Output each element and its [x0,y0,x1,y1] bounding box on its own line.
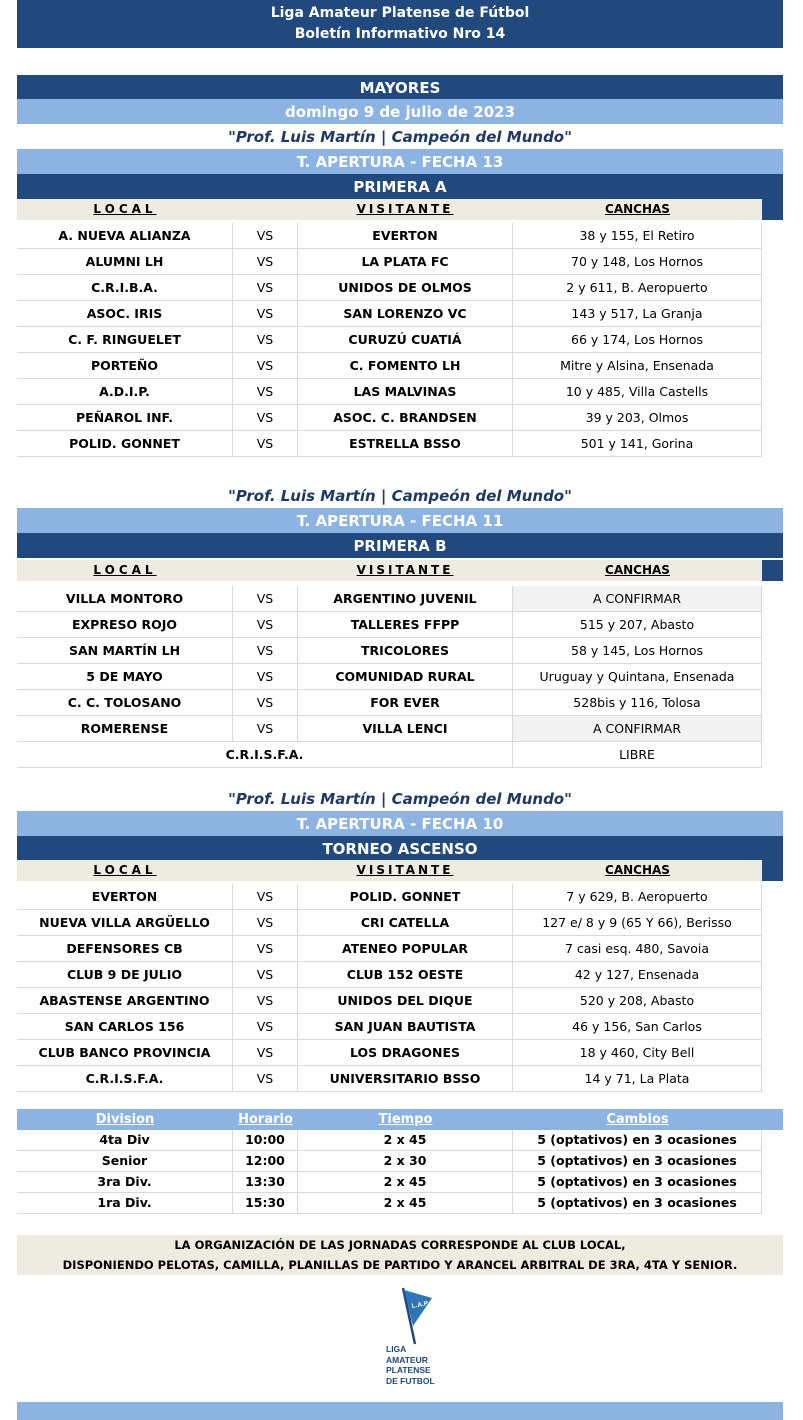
local-team: ROMERENSE [17,716,233,742]
venue: 7 casi esq. 480, Savoia [513,936,762,962]
local-team: A.D.I.P. [17,379,233,405]
local-team: NUEVA VILLA ARGÜELLO [17,910,233,936]
match-row [17,353,783,379]
division-banner: PRIMERA A [17,174,783,199]
bye-row [17,742,783,768]
venue: A CONFIRMAR [513,586,762,612]
vs-label: VS [233,638,298,664]
visiting-team: EVERTON [298,223,513,249]
note-line-2: DISPONIENDO PELOTAS, CAMILLA, PLANILLAS DE PARTIDO Y ARANCEL ARBITRAL DE 3RA, 4TA Y SENIOR. [62,1258,738,1272]
schedule-horario: 13:30 [233,1172,298,1193]
column-header-tab [762,199,783,220]
match-row [17,664,783,690]
visiting-team: ARGENTINO JUVENIL [298,586,513,612]
header-canchas: CANCHAS [605,563,670,577]
visiting-team: UNIVERSITARIO BSSO [298,1066,513,1092]
vs-label: VS [233,988,298,1014]
schedule-row [17,1130,783,1151]
local-team: EXPRESO ROJO [17,612,233,638]
venue: 127 e/ 8 y 9 (65 Y 66), Berisso [513,910,762,936]
schedule-row [17,1172,783,1193]
visiting-team: CURUZÚ CUATIÁ [298,327,513,353]
visiting-team: C. FOMENTO LH [298,353,513,379]
vs-label: VS [233,1066,298,1092]
column-header [17,199,783,220]
venue: 14 y 71, La Plata [513,1066,762,1092]
division-banner: PRIMERA B [17,533,783,558]
local-team: ALUMNI LH [17,249,233,275]
schedule-division: 3ra Div. [17,1172,233,1193]
vs-label: VS [233,405,298,431]
schedule-header-cambios: Cambios [606,1112,669,1127]
venue: 46 y 156, San Carlos [513,1014,762,1040]
division-banner: TORNEO ASCENSO [17,836,783,861]
bulletin-number: Boletín Informativo Nro 14 [294,26,506,42]
vs-label: VS [233,431,298,457]
visiting-team: CRI CATELLA [298,910,513,936]
note-line-1: LA ORGANIZACIÓN DE LAS JORNADAS CORRESPONDE AL CLUB LOCAL, [174,1238,626,1252]
vs-label: VS [233,327,298,353]
venue: A CONFIRMAR [513,716,762,742]
visiting-team: UNIDOS DE OLMOS [298,275,513,301]
logo-line-3: PLATENSE [386,1365,431,1375]
vs-label: VS [233,301,298,327]
visiting-team: VILLA LENCI [298,716,513,742]
column-header-tab [762,560,783,581]
match-row [17,379,783,405]
visiting-team: COMUNIDAD RURAL [298,664,513,690]
header-visitante: VISITANTE [356,863,454,877]
vs-label: VS [233,716,298,742]
local-team: ABASTENSE ARGENTINO [17,988,233,1014]
header-canchas: CANCHAS [605,202,670,216]
schedule-header-horario: Horario [238,1112,293,1127]
visiting-team: ATENEO POPULAR [298,936,513,962]
vs-label: VS [233,249,298,275]
logo-flag-text: L.A.P. [411,1300,430,1310]
venue: 2 y 611, B. Aeropuerto [513,275,762,301]
bulletin-header [17,0,783,48]
match-row [17,223,783,249]
schedule-tiempo: 2 x 30 [298,1151,513,1172]
schedule-row [17,1151,783,1172]
local-team: EVERTON [17,884,233,910]
logo-line-2: AMATEUR [386,1354,428,1365]
venue: 66 y 174, Los Hornos [513,327,762,353]
header-local: LOCAL [93,863,157,877]
match-row [17,936,783,962]
vs-label: VS [233,936,298,962]
match-row [17,327,783,353]
match-row [17,910,783,936]
header-visitante: VISITANTE [356,563,454,577]
vs-label: VS [233,1040,298,1066]
venue: 528bis y 116, Tolosa [513,690,762,716]
organization-note [17,1235,783,1275]
venue: 7 y 629, B. Aeropuerto [513,884,762,910]
local-team: PORTEÑO [17,353,233,379]
bye-team: C.R.I.S.F.A. [17,742,513,768]
local-team: C.R.I.B.A. [17,275,233,301]
schedule-header-tiempo: Tiempo [378,1112,433,1127]
venue: 42 y 127, Ensenada [513,962,762,988]
torneo-banner: T. APERTURA - FECHA 11 [17,508,783,533]
venue: 515 y 207, Abasto [513,612,762,638]
visiting-team: LA PLATA FC [298,249,513,275]
venue: 58 y 145, Los Hornos [513,638,762,664]
local-team: C. F. RINGUELET [17,327,233,353]
column-header [17,560,783,581]
local-team: 5 DE MAYO [17,664,233,690]
schedule-division: Senior [17,1151,233,1172]
match-row [17,988,783,1014]
local-team: C.R.I.S.F.A. [17,1066,233,1092]
local-team: SAN MARTÍN LH [17,638,233,664]
match-row [17,638,783,664]
match-row [17,405,783,431]
match-row [17,1014,783,1040]
vs-label: VS [233,223,298,249]
vs-label: VS [233,884,298,910]
match-row [17,249,783,275]
local-team: ASOC. IRIS [17,301,233,327]
vs-label: VS [233,664,298,690]
match-row [17,884,783,910]
logo-line-4: DE FUTBOL [386,1375,435,1386]
match-row [17,431,783,457]
local-team: DEFENSORES CB [17,936,233,962]
visiting-team: ASOC. C. BRANDSEN [298,405,513,431]
visiting-team: SAN JUAN BAUTISTA [298,1014,513,1040]
local-team: VILLA MONTORO [17,586,233,612]
slogan-banner: "Prof. Luis Martín | Campeón del Mundo" [228,487,572,505]
visiting-team: TALLERES FFPP [298,612,513,638]
match-row [17,301,783,327]
local-team: A. NUEVA ALIANZA [17,223,233,249]
visiting-team: ESTRELLA BSSO [298,431,513,457]
league-title: Liga Amateur Platense de Fútbol [270,5,530,21]
schedule-horario: 15:30 [233,1193,298,1214]
footer-bar [17,1402,783,1420]
torneo-banner: T. APERTURA - FECHA 13 [17,149,783,174]
schedule-tiempo: 2 x 45 [298,1193,513,1214]
schedule-header-division: Division [95,1112,155,1127]
visiting-team: TRICOLORES [298,638,513,664]
schedule-cambios: 5 (optativos) en 3 ocasiones [513,1151,762,1172]
vs-label: VS [233,353,298,379]
visiting-team: LAS MALVINAS [298,379,513,405]
schedule-header [17,1109,783,1130]
vs-label: VS [233,1014,298,1040]
header-local: LOCAL [93,202,157,216]
local-team: POLID. GONNET [17,431,233,457]
local-team: PEÑAROL INF. [17,405,233,431]
venue: 18 y 460, City Bell [513,1040,762,1066]
header-canchas: CANCHAS [605,863,670,877]
bye-label: LIBRE [513,742,762,768]
venue: Uruguay y Quintana, Ensenada [513,664,762,690]
vs-label: VS [233,690,298,716]
visiting-team: SAN LORENZO VC [298,301,513,327]
venue: 10 y 485, Villa Castells [513,379,762,405]
vs-label: VS [233,586,298,612]
schedule-tiempo: 2 x 45 [298,1130,513,1151]
visiting-team: FOR EVER [298,690,513,716]
local-team: C. C. TOLOSANO [17,690,233,716]
vs-label: VS [233,275,298,301]
schedule-cambios: 5 (optativos) en 3 ocasiones [513,1193,762,1214]
header-local: LOCAL [93,563,157,577]
slogan-banner: "Prof. Luis Martín | Campeón del Mundo" [228,128,572,146]
schedule-tiempo: 2 x 45 [298,1172,513,1193]
visiting-team: CLUB 152 OESTE [298,962,513,988]
logo-line-1: LIGA [386,1344,407,1354]
match-row [17,586,783,612]
category-banner: MAYORES [17,75,783,99]
match-row [17,612,783,638]
match-row [17,716,783,742]
vs-label: VS [233,612,298,638]
schedule-division: 4ta Div [17,1130,233,1151]
venue: 501 y 141, Gorina [513,431,762,457]
match-row [17,690,783,716]
logo-wordmark [386,1344,435,1386]
column-header-tab [762,860,783,881]
visiting-team: LOS DRAGONES [298,1040,513,1066]
match-row [17,962,783,988]
local-team: CLUB 9 DE JULIO [17,962,233,988]
venue: 38 y 155, El Retiro [513,223,762,249]
venue: 70 y 148, Los Hornos [513,249,762,275]
match-row [17,275,783,301]
vs-label: VS [233,910,298,936]
schedule-horario: 12:00 [233,1151,298,1172]
schedule-row [17,1193,783,1214]
vs-label: VS [233,379,298,405]
schedule-cambios: 5 (optativos) en 3 ocasiones [513,1130,762,1151]
visiting-team: UNIDOS DEL DIQUE [298,988,513,1014]
date-banner: domingo 9 de julio de 2023 [17,99,783,124]
match-row [17,1066,783,1092]
torneo-banner: T. APERTURA - FECHA 10 [17,811,783,836]
match-row [17,1040,783,1066]
schedule-division: 1ra Div. [17,1193,233,1214]
local-team: CLUB BANCO PROVINCIA [17,1040,233,1066]
slogan-banner: "Prof. Luis Martín | Campeón del Mundo" [228,790,572,808]
schedule-horario: 10:00 [233,1130,298,1151]
schedule-cambios: 5 (optativos) en 3 ocasiones [513,1172,762,1193]
venue: Mitre y Alsina, Ensenada [513,353,762,379]
visiting-team: POLID. GONNET [298,884,513,910]
vs-label: VS [233,962,298,988]
venue: 143 y 517, La Granja [513,301,762,327]
header-visitante: VISITANTE [356,202,454,216]
local-team: SAN CARLOS 156 [17,1014,233,1040]
venue: 520 y 208, Abasto [513,988,762,1014]
venue: 39 y 203, Olmos [513,405,762,431]
column-header [17,860,783,881]
